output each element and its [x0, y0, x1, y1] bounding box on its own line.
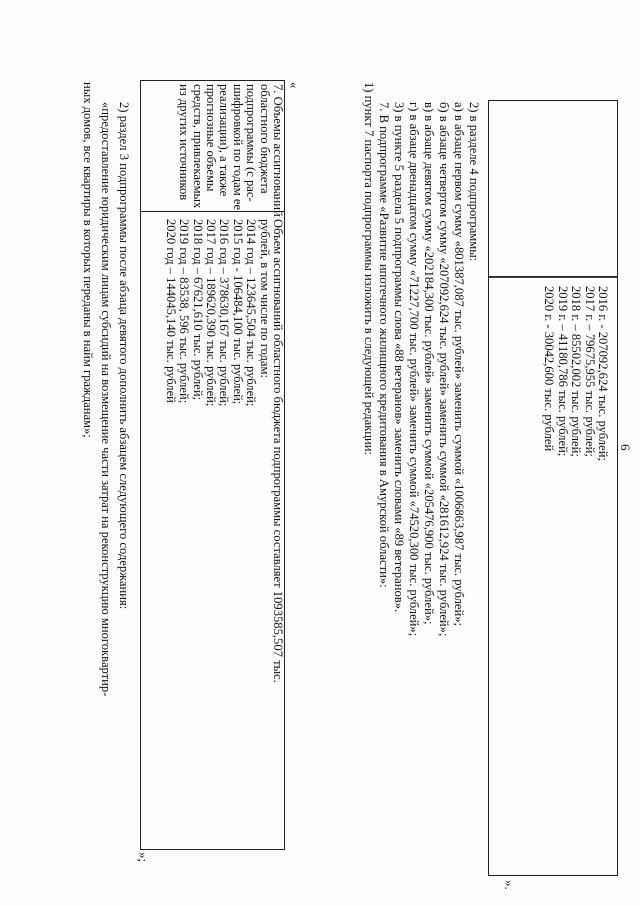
paragraph: а) в абзаце первом сумму «801387,087 тыс. рублей» заменить суммой «1006863,987 тыс. рублей»; — [452, 102, 466, 627]
funding-table-top — [488, 100, 618, 876]
passport-label-line: из других источников — [177, 84, 192, 201]
page-number: 6 — [618, 444, 633, 451]
passport-label-line: подпрограммы (с рас- — [244, 84, 259, 202]
passport-table — [140, 80, 285, 850]
passport-value-line: 2020 год – 144045,140 тыс. рублей — [163, 219, 178, 403]
funding-line: 2016 г. - 207092,624 тыс. рублей; — [596, 286, 610, 462]
passport-label-line: прогнозные объемы — [203, 84, 218, 192]
passport-value-line: 2016 год – 378630,167 тыс. рублей; — [217, 219, 232, 407]
paragraph: 2) в разделе 4 подпрограммы: — [467, 102, 481, 262]
funding-line: 2019 г. – 41180,786 тыс. рублей; — [555, 286, 570, 457]
paragraph: 3) в пункте 5 раздела 5 подпрограммы слова «88 ветеранов» заменить словами «89 ветеранов». — [392, 102, 406, 613]
passport-label-line: шифровкой по годам ее — [230, 84, 245, 211]
passport-value-line: 2017 год – 189620,390 тыс. рублей; — [203, 219, 218, 407]
paragraph: 7. В подпрограмме «Развитие ипотечного жилищного кредитования в Амурской области»: — [377, 102, 391, 588]
paragraph: «предоставление юридическим лицам субсидий на возмещение части затрат на реконструкцию многоквартир- — [99, 102, 113, 697]
funding-line: 2017 г. – 79675,955 тыс. рублей; — [582, 286, 597, 457]
paragraph: 1) пункт 7 паспорта подпрограммы изложить в следующей редакции: — [362, 82, 376, 456]
opening-quote: « — [287, 82, 301, 89]
passport-label-line: реализации), а также — [217, 84, 232, 197]
passport-value-line: Объем ассигнований областного бюджета подпрограммы составляет 1093585,507 тыс. — [271, 219, 285, 683]
passport-value-line: рублей, в том числе по годам: — [257, 219, 272, 378]
passport-value-line: 2018 год – 67621,610 тыс. рублей; — [190, 219, 205, 401]
passport-value-line: 2019 год – 83538, 596 тыс. рублей; — [177, 219, 192, 404]
paragraph: г) в абзаце двенадцатом сумму «71227,700 тыс. рублей» заменить суммой «74520,300 тыс. рублей»; — [407, 102, 421, 637]
passport-label-cell — [177, 84, 284, 217]
table-divider — [489, 277, 617, 278]
closing-quote: ». — [502, 880, 517, 890]
passport-label-line: 7. Объемы ассигнований — [271, 84, 285, 217]
paragraph: б) в абзаце четвертом сумму «207092,624 тыс. рублей» заменить суммой «281612,924 тыс. рублей»; — [437, 102, 451, 637]
passport-label-line: областного бюджета — [257, 84, 272, 194]
closing-quote: »; — [136, 852, 151, 863]
passport-value-cell — [163, 219, 284, 683]
funding-values — [542, 286, 609, 461]
paragraph: 2) раздел 3 подпрограммы после абзаца девятого дополнить абзацем следующего содержания: — [117, 102, 131, 610]
passport-label-line: средств, привлекаемых — [190, 84, 205, 209]
funding-line: 2020 г. - 30042,600 тыс. рублей — [542, 286, 557, 452]
passport-value-line: 2014 год – 123645,504 тыс. рублей; — [244, 219, 259, 407]
funding-line: 2018 г. – 85502,002 тыс. рублей; — [569, 286, 584, 457]
paragraph: в) в абзаце девятом сумму «202184,300 тыс. рублей» заменить суммой «205476,900 тыс. рублей»; — [422, 102, 436, 625]
passport-value-line: 2015 год - 106484,100 тыс. рублей; — [230, 219, 245, 405]
paragraph: ных домов, все квартиры в которых переданы в найм гражданам»; — [81, 82, 95, 438]
